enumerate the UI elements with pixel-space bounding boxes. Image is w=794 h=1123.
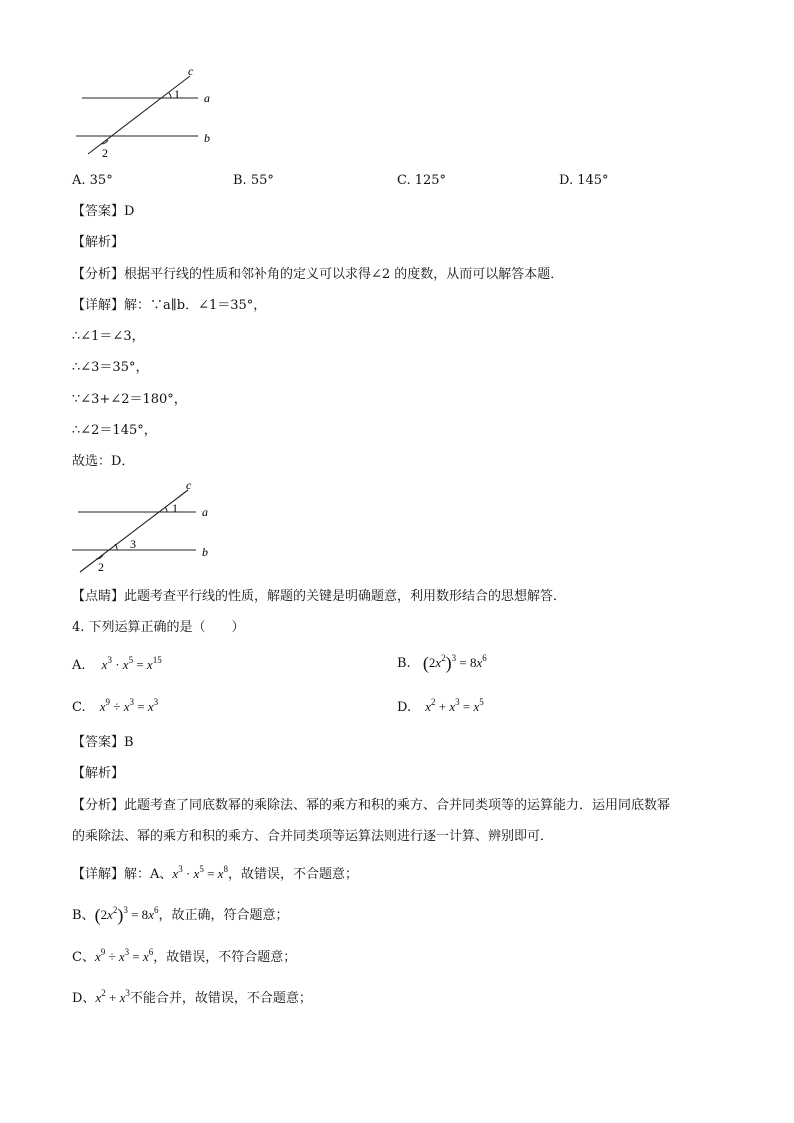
q4-option-c[interactable]: C. $x^9 \div x^3 = x^3$	[72, 697, 159, 715]
answer-tag: 【答案】	[72, 204, 125, 219]
q4-analysis-heading	[72, 765, 124, 783]
q3-answer	[72, 203, 134, 221]
q3-step-2: ∴∠3＝35°，	[72, 360, 149, 375]
answer-value: D	[124, 204, 135, 219]
label-a: a	[202, 505, 208, 519]
comment-tag: 【点睛】	[72, 589, 125, 604]
q3-option-c[interactable]: C. 125°	[397, 173, 447, 188]
q4-detail-b: B、$(2x^2)^3 = 8x^6$，故正确，符合题意；	[72, 905, 289, 925]
q3-analysis-heading	[72, 234, 124, 252]
q3-option-b[interactable]: B. 55°	[233, 173, 274, 188]
q4-detail-c: C、$x^9 \div x^3 = x^6$，故错误，不符合题意；	[72, 947, 297, 965]
q4-option-a[interactable]: A. $x^3 \cdot x^5 = x^{15}$	[72, 655, 162, 673]
comment-text: 此题考查平行线的性质，解题的关键是明确题意，利用数形结合的思想解答．	[124, 589, 567, 604]
label-b: b	[204, 131, 210, 145]
detail-suffix: ，故正确，符合题意；	[158, 908, 289, 923]
answer-value: B	[124, 735, 134, 750]
angle-3-arc	[115, 544, 117, 550]
q3-detail	[72, 297, 266, 315]
answer-tag: 【答案】	[72, 735, 125, 750]
parallel-lines-figure-1	[70, 62, 230, 162]
angle-1-arc	[169, 93, 171, 98]
q3-conclusion: 故选：D．	[72, 454, 135, 469]
label-2: 2	[102, 146, 108, 160]
q3-step-1: ∴∠1＝∠3，	[72, 329, 145, 344]
detail-prefix: B、	[72, 908, 95, 923]
q3-option-a[interactable]: A. 35°	[72, 173, 113, 188]
label-1: 1	[172, 501, 178, 515]
option-letter: D.	[397, 700, 412, 715]
fenxi-text: 此题考查了同底数幂的乘除法、幂的乘方和积的乘方、合并同类项等的运算能力．运用同底数幂	[124, 798, 671, 813]
q4-detail-a: 【详解】解：A、$x^3 \cdot x^5 = x^8$，故错误，不合题意；	[72, 864, 358, 882]
detail-tag: 【详解】	[72, 298, 125, 313]
analysis-tag: 【解析】	[72, 766, 125, 781]
label-c: c	[186, 478, 192, 492]
label-2: 2	[98, 560, 104, 574]
q4-option-d[interactable]: D. $x^2 + x^3 = x^5$	[397, 697, 484, 715]
fenxi-text: 根据平行线的性质和邻补角的定义可以求得∠2 的度数，从而可以解答本题．	[124, 267, 564, 282]
option-letter: A.	[72, 658, 86, 673]
option-letter: C.	[72, 700, 86, 715]
label-a: a	[204, 91, 210, 105]
q3-step-3: ∵∠3+∠2＝180°，	[72, 392, 187, 407]
q4-detail-d: D、$x^2 + x^3$不能合并，故错误，不合题意；	[72, 988, 312, 1006]
label-b: b	[202, 545, 208, 559]
label-1: 1	[174, 87, 180, 101]
label-c: c	[188, 64, 194, 78]
detail-tag: 【详解】	[72, 867, 125, 882]
q4-fenxi-line-2: 的乘除法、幂的乘方和积的乘方、合并同类项等运算法则进行逐一计算、辨别即可．	[72, 829, 554, 844]
detail-text: 解：∵a∥b．∠1＝35°，	[124, 298, 267, 313]
detail-prefix: 解：A、	[124, 867, 173, 882]
detail-suffix: ，故错误，不符合题意；	[153, 950, 297, 965]
detail-prefix: D、	[72, 991, 96, 1006]
q3-comment	[72, 588, 566, 606]
q3-option-d[interactable]: D. 145°	[559, 173, 609, 188]
detail-prefix: C、	[72, 950, 95, 965]
q4-option-b[interactable]: B. $(2x^2)^3 = 8x^6$	[397, 653, 487, 673]
angle-1-arc	[165, 507, 167, 512]
analysis-tag: 【解析】	[72, 235, 125, 250]
q4-fenxi-line-1	[72, 797, 670, 815]
fenxi-tag: 【分析】	[72, 798, 125, 813]
q4-title: 4. 下列运算正确的是（ ）	[72, 620, 245, 635]
q3-step-4: ∴∠2＝145°，	[72, 423, 157, 438]
parallel-lines-figure-2	[70, 478, 230, 578]
option-letter: B.	[397, 656, 411, 671]
detail-suffix: 不能合并，故错误，不合题意；	[129, 991, 312, 1006]
detail-suffix: ，故错误，不合题意；	[227, 867, 358, 882]
label-3: 3	[130, 537, 136, 551]
q3-fenxi	[72, 266, 563, 284]
fenxi-tag: 【分析】	[72, 267, 125, 282]
q4-answer	[72, 734, 134, 752]
